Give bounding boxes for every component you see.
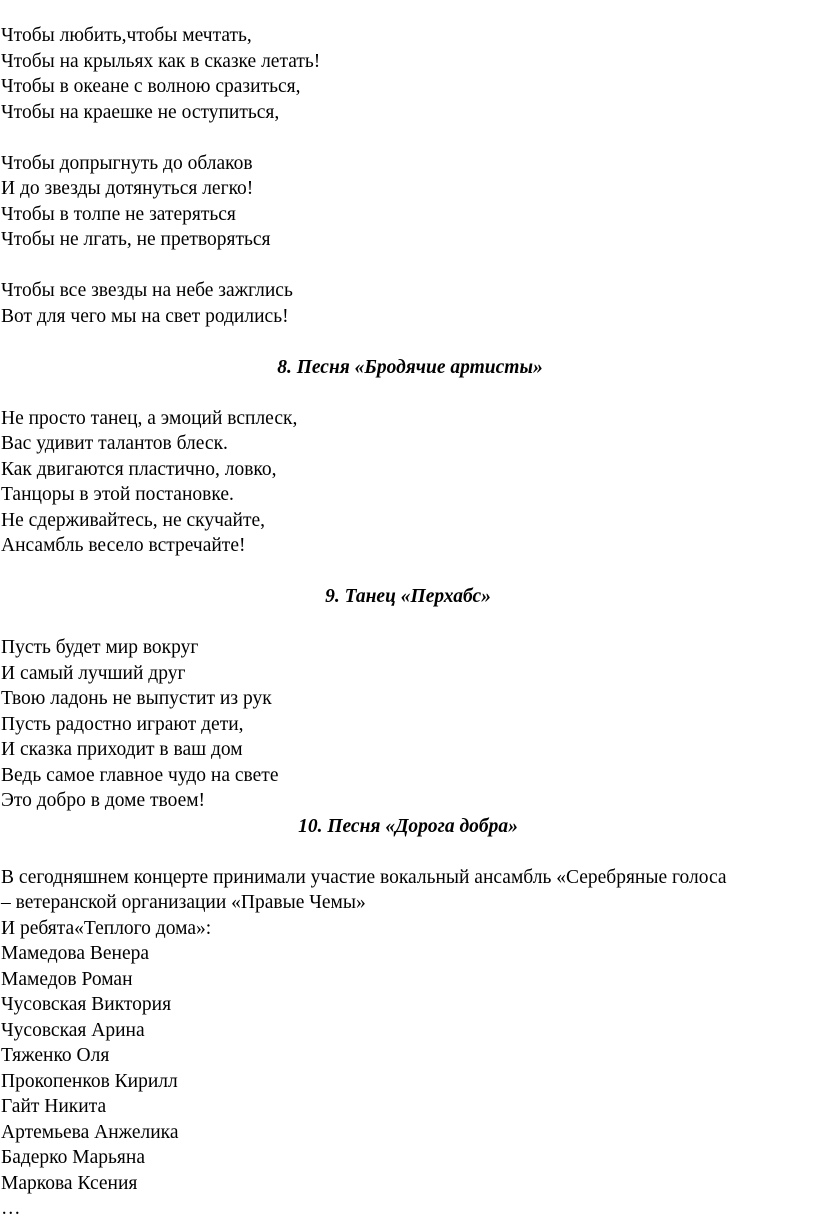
section-heading-10: 10. Песня «Дорога добра» [298, 815, 518, 837]
poem-line: Танцоры в этой постановке. [1, 484, 234, 505]
participant-name: Бадерко Марьяна [1, 1147, 145, 1168]
poem-line: Пусть будет мир вокруг [1, 637, 199, 658]
poem-line: Это добро в доме твоем! [1, 790, 206, 811]
poem-stanza-4 [0, 406, 816, 559]
participant-name: Гайт Никита [1, 1096, 107, 1117]
spacer [0, 125, 816, 151]
poem-stanza-2 [0, 151, 816, 253]
poem-line: Чтобы в толпе не затеряться [1, 203, 236, 225]
poem-stanza-5 [0, 635, 816, 814]
section-heading-8: 8. Песня «Бродячие артисты» [277, 356, 543, 378]
poem-line: И сказка приходит в ваш дом [1, 739, 243, 760]
poem-line: Как двигаются пластично, ловко, [1, 458, 277, 480]
poem-line: Чтобы допрыгнуть до облаков [1, 152, 253, 174]
participant-name: Чусовская Виктория [1, 994, 172, 1015]
closing-line: В сегодняшнем концерте принимали участие вокальный ансамбль «Серебряные голоса [1, 866, 727, 888]
spacer [0, 380, 816, 406]
participant-name: Мамедов Роман [1, 968, 133, 990]
ellipsis: … [1, 1198, 21, 1219]
poem-line: Пусть радостно играют дети, [1, 713, 244, 735]
spacer [0, 839, 816, 865]
spacer [0, 253, 816, 279]
participants-list [0, 941, 816, 1222]
poem-line: Вас удивит талантов блеск. [1, 433, 228, 454]
participant-name: Тяженко Оля [1, 1045, 110, 1066]
poem-line: Чтобы не лгать, не претворяться [1, 229, 271, 250]
participant-name: Мамедова Венера [1, 943, 150, 964]
participant-name: Чусовская Арина [1, 1019, 145, 1041]
poem-line: Вот для чего мы на свет родились! [1, 305, 289, 327]
poem-line: Чтобы все звезды на небе зажглись [1, 280, 293, 301]
poem-line: Не просто танец, а эмоций всплеск, [1, 407, 298, 429]
spacer [0, 329, 816, 355]
poem-line: Ведь самое главное чудо на свете [1, 764, 279, 786]
poem-line: И самый лучший друг [1, 662, 186, 684]
closing-paragraph [0, 865, 816, 942]
participant-name: Прокопенков Кирилл [1, 1070, 178, 1092]
poem-line: Не сдерживайтесь, не скучайте, [1, 509, 266, 531]
spacer [0, 610, 816, 636]
participant-name: Артемьева Анжелика [1, 1121, 179, 1143]
poem-stanza-1 [0, 23, 816, 125]
poem-line: Чтобы в океане с волною сразиться, [1, 76, 301, 97]
poem-line: И до звезды дотянуться легко! [1, 178, 254, 199]
poem-line: Твою ладонь не выпустит из рук [1, 688, 272, 709]
poem-line: Ансамбль весело встречайте! [1, 535, 246, 556]
poem-stanza-3 [0, 278, 816, 329]
closing-line: – ветеранской организации «Правые Чемы» [1, 892, 366, 913]
poem-line: Чтобы на крыльях как в сказке летать! [1, 50, 321, 72]
document-page [0, 23, 816, 1222]
closing-line: И ребята«Теплого дома»: [1, 917, 212, 939]
poem-line: Чтобы на краешке не оступиться, [1, 101, 280, 123]
section-heading-9: 9. Танец «Перхабс» [325, 586, 491, 607]
spacer [0, 559, 816, 585]
poem-line: Чтобы любить,чтобы мечтать, [1, 25, 252, 46]
participant-name: Маркова Ксения [1, 1172, 138, 1194]
